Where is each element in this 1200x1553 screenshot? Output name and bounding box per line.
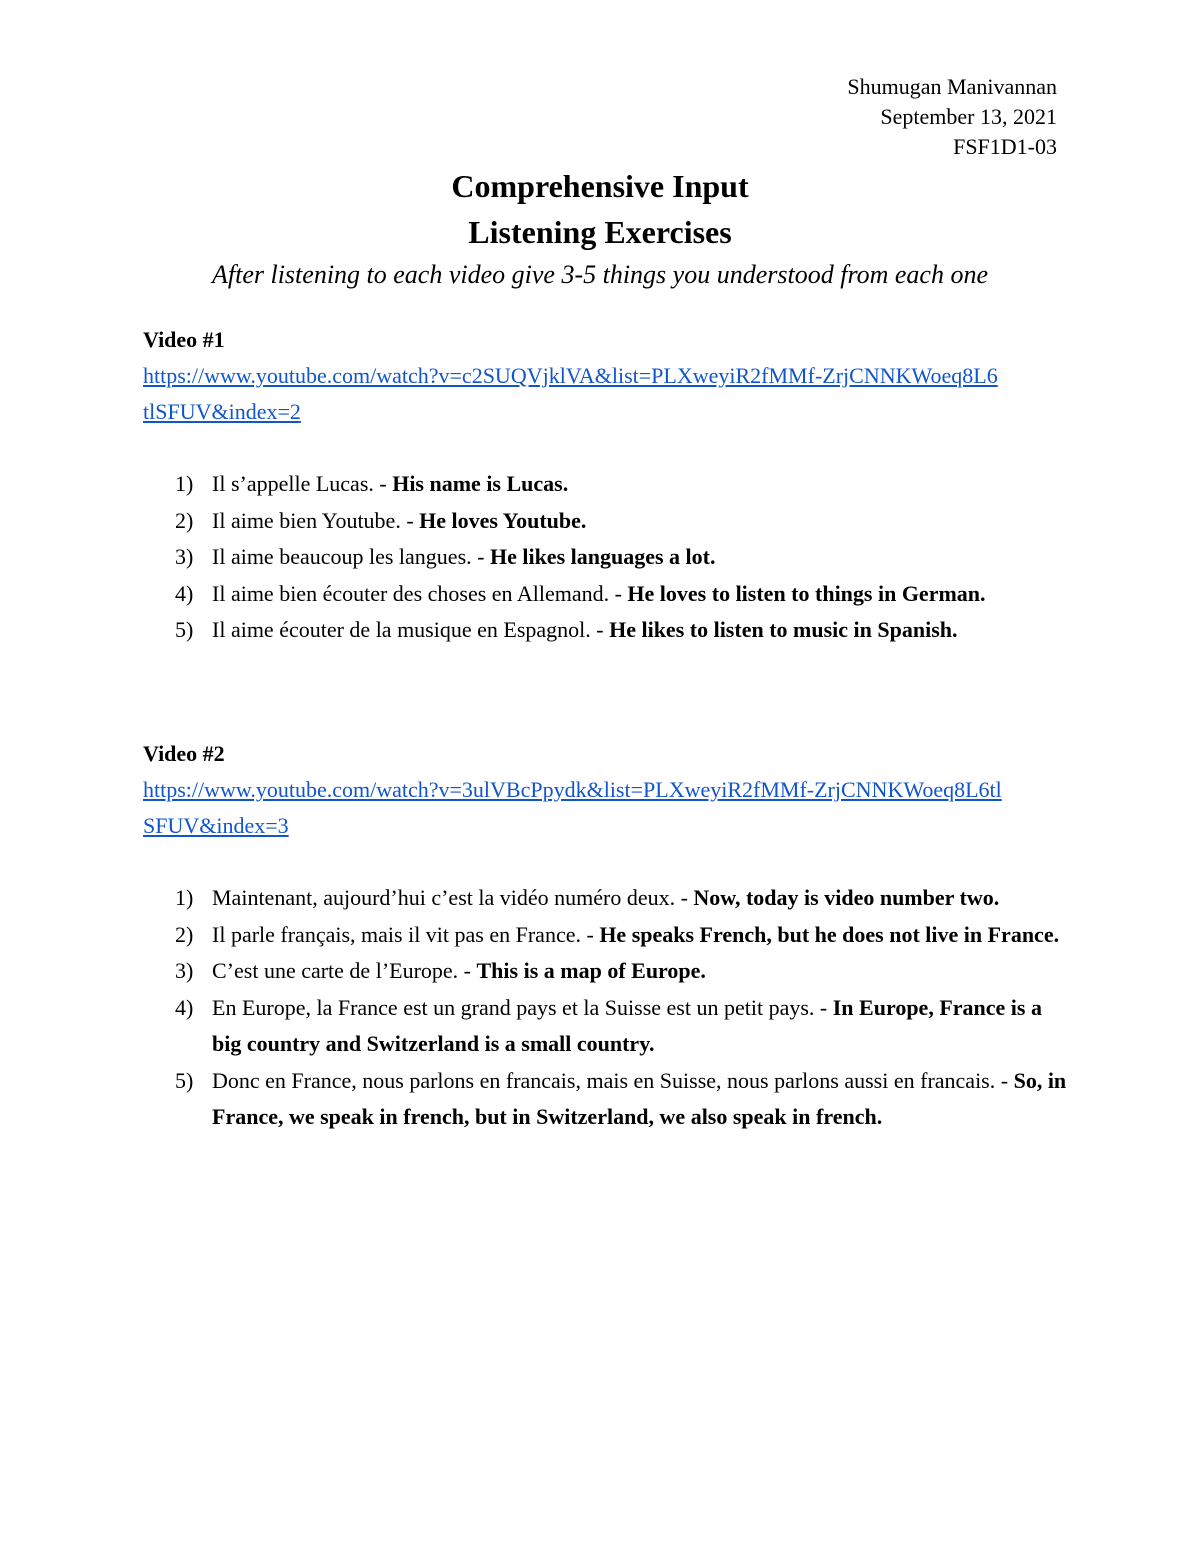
video-link[interactable]: https://www.youtube.com/watch?v=3ulVBcPpydk&list=PLXweyiR2fMMf-ZrjCNNKWoeq8L6tlSFUV&index=3 — [143, 777, 1002, 838]
item-number: 3) — [175, 544, 194, 569]
item-number: 4) — [175, 994, 194, 1020]
document-date: September 13, 2021 — [880, 104, 1057, 129]
header-info — [847, 72, 1057, 162]
french-sentence: Maintenant, aujourd’hui c’est la vidéo numéro deux. — [212, 885, 676, 910]
english-translation: This is a map of Europe. — [476, 958, 706, 983]
item-number: 1) — [175, 471, 194, 496]
french-sentence: Donc en France, nous parlons en francais, mais en Suisse, nous parlons aussi en francais. — [212, 1067, 996, 1093]
item-number: 3) — [175, 958, 194, 983]
understood-list — [143, 880, 1073, 1136]
item-number: 5) — [175, 617, 194, 642]
list-item — [143, 990, 1073, 1063]
instructions: After listening to each video give 3-5 things you understood from each one — [212, 260, 988, 289]
document-title: Comprehensive Input — [451, 168, 749, 204]
course-code: FSF1D1-03 — [953, 134, 1057, 159]
understood-list — [143, 466, 1073, 649]
item-number: 5) — [175, 1067, 194, 1093]
french-sentence: Il aime bien écouter des choses en Allemand. — [212, 580, 610, 606]
french-sentence: C’est une carte de l’Europe. — [212, 958, 459, 983]
french-sentence: Il aime écouter de la musique en Espagnol. — [212, 617, 591, 642]
video-section-2 — [143, 736, 1073, 1136]
video-link[interactable]: https://www.youtube.com/watch?v=c2SUQVjklVA&list=PLXweyiR2fMMf-ZrjCNNKWoeq8L6tlSFUV&index=2 — [143, 363, 998, 424]
list-item — [143, 576, 1073, 613]
list-item — [143, 539, 1073, 576]
list-item — [143, 503, 1073, 540]
english-translation: His name is Lucas. — [392, 471, 569, 496]
separator: - — [814, 994, 833, 1020]
item-number: 2) — [175, 921, 194, 947]
english-translation: He likes languages a lot. — [489, 544, 716, 569]
list-item — [143, 880, 1073, 917]
separator: - — [580, 921, 600, 947]
item-number: 2) — [175, 507, 194, 533]
french-sentence: En Europe, la France est un grand pays et la Suisse est un petit pays. — [212, 994, 815, 1020]
video-heading: Video #2 — [143, 741, 225, 766]
english-translation: He speaks French, but he does not live in France. — [599, 921, 1060, 947]
french-sentence: Il aime beaucoup les langues. — [212, 544, 472, 569]
english-translation: He loves Youtube. — [419, 507, 587, 533]
list-item — [143, 1063, 1073, 1136]
french-sentence: Il parle français, mais il vit pas en France. — [212, 921, 581, 947]
author-name: Shumugan Manivannan — [847, 74, 1057, 99]
separator: - — [471, 544, 490, 569]
document-subtitle: Listening Exercises — [468, 214, 732, 250]
separator: - — [458, 958, 477, 983]
video-heading: Video #1 — [143, 327, 225, 352]
french-sentence: Il s’appelle Lucas. — [212, 471, 374, 496]
french-sentence: Il aime bien Youtube. — [212, 507, 401, 533]
english-translation: Now, today is video number two. — [693, 885, 1000, 910]
separator: - — [675, 885, 694, 910]
separator: - — [590, 617, 610, 642]
list-item — [143, 612, 1073, 649]
list-item — [143, 917, 1073, 954]
item-number: 1) — [175, 885, 194, 910]
english-translation: He loves to listen to things in German. — [627, 580, 986, 606]
separator: - — [995, 1067, 1014, 1093]
separator: - — [609, 580, 628, 606]
list-item — [143, 466, 1073, 503]
separator: - — [373, 471, 393, 496]
separator: - — [400, 507, 420, 533]
english-translation: In Europe, France is a big country and Switzerland is a small country. — [212, 994, 1042, 1056]
video-section-1 — [143, 322, 1073, 649]
english-translation: He likes to listen to music in Spanish. — [609, 617, 958, 642]
english-translation: So, in France, we speak in french, but in Switzerland, we also speak in french. — [212, 1067, 1067, 1129]
list-item — [143, 953, 1073, 990]
item-number: 4) — [175, 580, 194, 606]
